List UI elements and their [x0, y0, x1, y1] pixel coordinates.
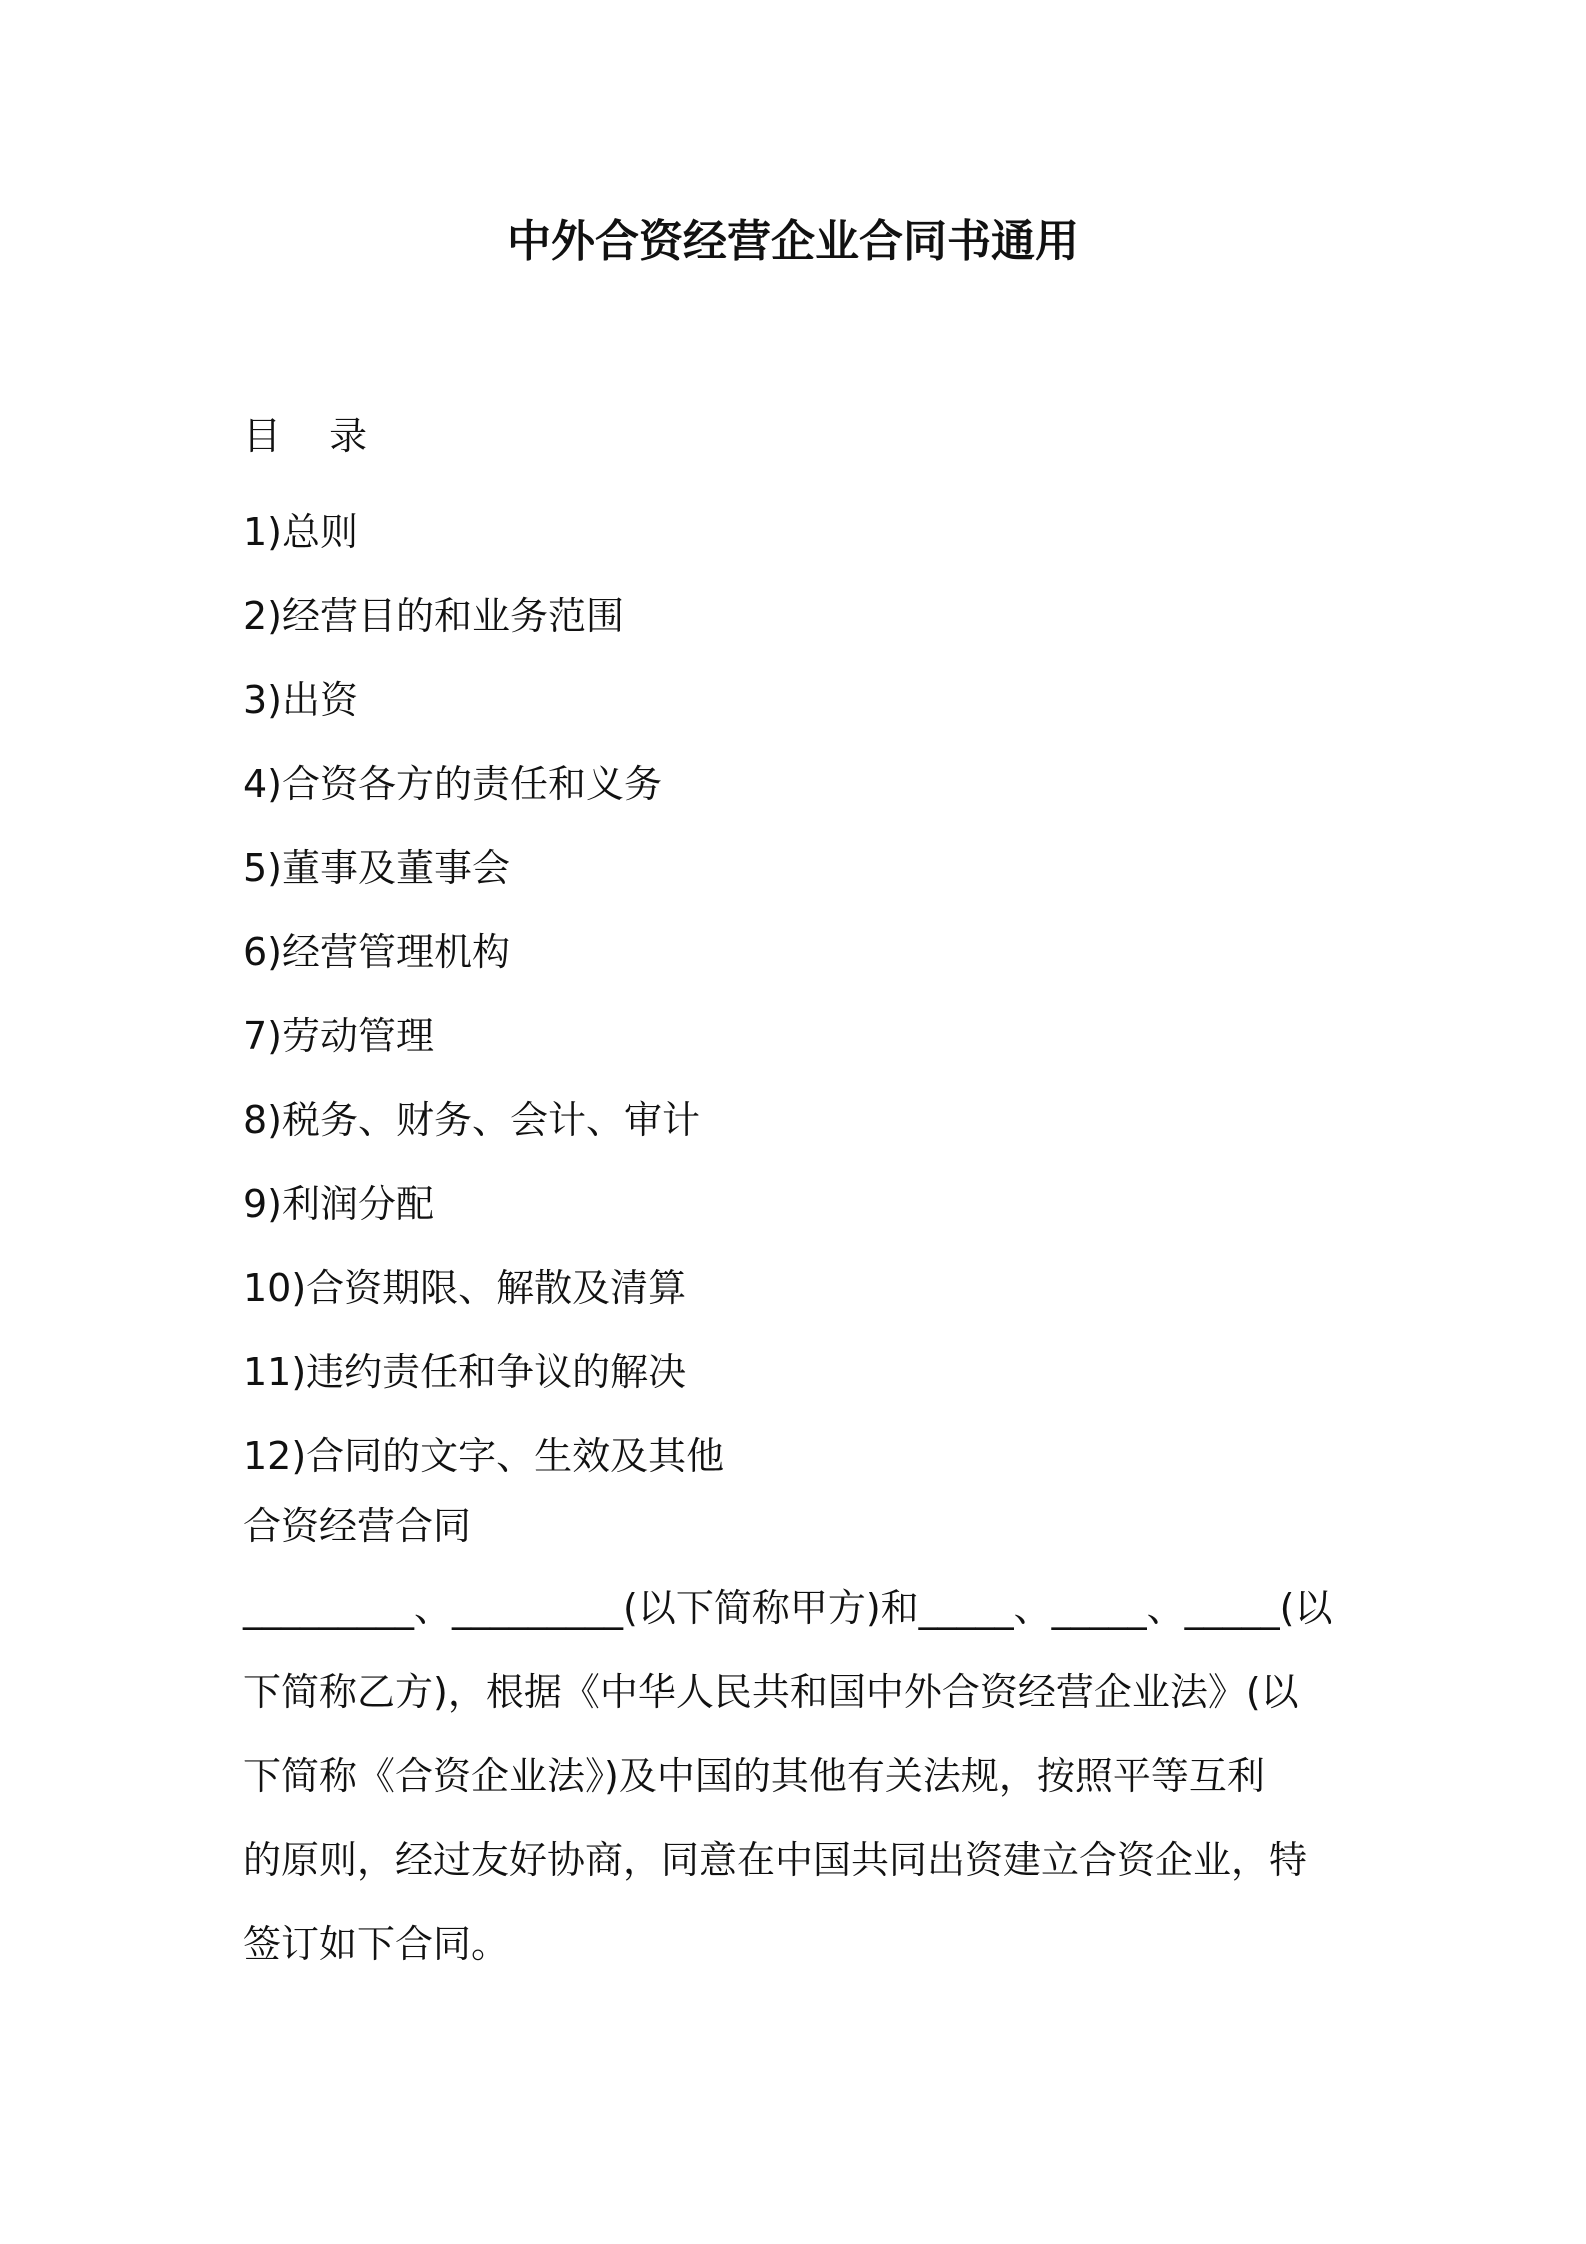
preamble-line: _________、_________(以下简称甲方)和_____、_____、_____(以 [243, 1586, 1333, 1630]
toc-item: 4)合资各方的责任和义务 [243, 762, 663, 806]
toc-item: 1)总则 [243, 510, 359, 554]
toc-item: 3)出资 [243, 678, 359, 722]
contract-heading: 合资经营合同 [243, 1504, 472, 1548]
toc-item: 5)董事及董事会 [243, 846, 511, 890]
contract-preamble [243, 1566, 1363, 1986]
preamble-line: 下简称《合资企业法》)及中国的其他有关法规，按照平等互利 [243, 1754, 1265, 1798]
toc-item: 8)税务、财务、会计、审计 [243, 1098, 701, 1142]
table-of-contents [243, 490, 724, 1498]
toc-item: 11)违约责任和争议的解决 [243, 1350, 687, 1394]
document-title: 中外合资经营企业合同书通用 [507, 216, 1079, 267]
preamble-line: 的原则，经过友好协商，同意在中国共同出资建立合资企业，特 [243, 1838, 1308, 1882]
toc-item: 6)经营管理机构 [243, 930, 511, 974]
toc-item: 9)利润分配 [243, 1182, 435, 1226]
toc-item: 2)经营目的和业务范围 [243, 594, 625, 638]
toc-item: 12)合同的文字、生效及其他 [243, 1434, 725, 1478]
toc-heading: 目 录 [243, 414, 386, 458]
toc-item: 7)劳动管理 [243, 1014, 435, 1058]
toc-item: 10)合资期限、解散及清算 [243, 1266, 687, 1310]
preamble-line: 签订如下合同。 [243, 1922, 510, 1966]
preamble-line: 下简称乙方)，根据《中华人民共和国中外合资经营企业法》(以 [243, 1670, 1299, 1714]
